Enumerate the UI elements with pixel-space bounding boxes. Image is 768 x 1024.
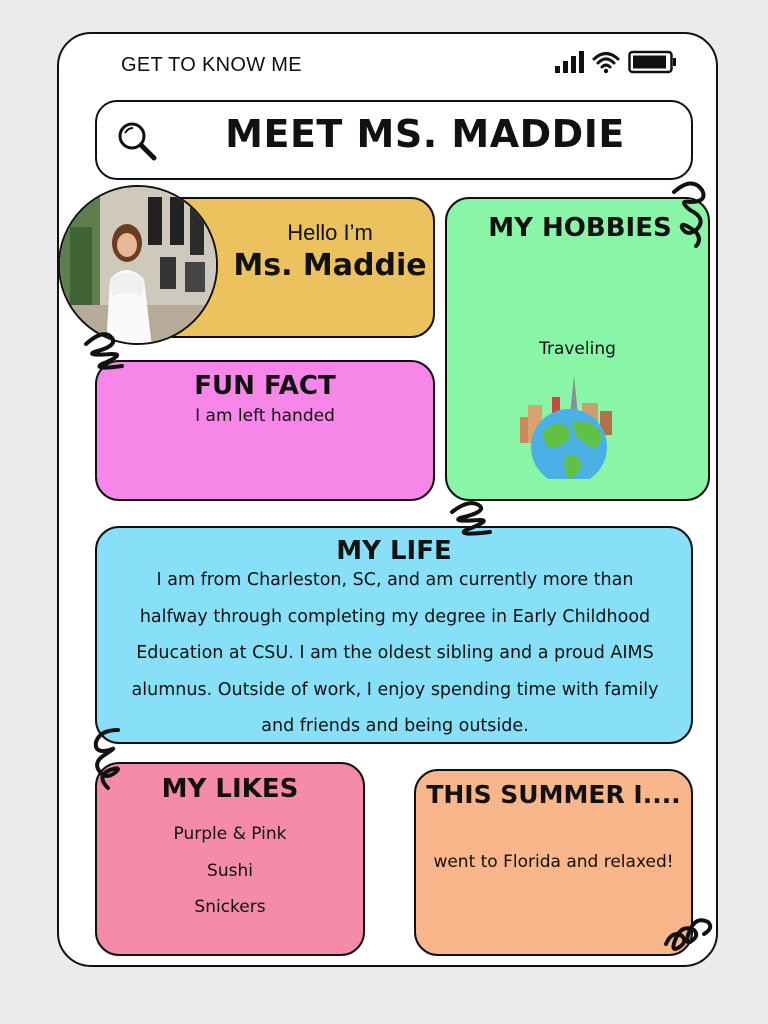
profile-photo xyxy=(58,185,218,345)
squiggle-decoration xyxy=(668,180,714,250)
hello-name: Ms. Maddie xyxy=(233,248,427,283)
hello-greeting: Hello I’m xyxy=(287,220,373,245)
battery-icon xyxy=(628,50,678,74)
my-life-line: Education at CSU. I am the oldest sibling and a proud AIMS xyxy=(136,643,654,663)
signal-bars-icon xyxy=(554,50,586,74)
list-item: Purple & Pink xyxy=(173,824,287,844)
squiggle-decoration xyxy=(86,726,130,792)
hobbies-item: Traveling xyxy=(539,339,616,359)
hobbies-heading: MY HOBBIES xyxy=(488,213,672,243)
wifi-icon xyxy=(592,50,620,74)
search-icon[interactable] xyxy=(116,120,158,162)
my-life-line: alumnus. Outside of work, I enjoy spending time with family xyxy=(131,679,659,700)
my-likes-list xyxy=(95,824,365,934)
my-life-line: and friends and being outside. xyxy=(261,716,529,736)
summer-heading: THIS SUMMER I.... xyxy=(426,780,681,809)
fun-fact-heading: FUN FACT xyxy=(194,371,336,401)
squiggle-decoration xyxy=(446,500,498,540)
globe-landmarks-icon xyxy=(516,375,622,479)
my-life-heading: MY LIFE xyxy=(336,536,452,566)
list-item: Snickers xyxy=(194,897,266,917)
squiggle-decoration xyxy=(662,908,718,958)
my-life-line: I am from Charleston, SC, and am currently more than xyxy=(156,570,634,590)
squiggle-decoration xyxy=(82,330,132,374)
summer-text: went to Florida and relaxed! xyxy=(433,852,674,872)
list-item: Sushi xyxy=(207,860,253,881)
page-title: MEET MS. MADDIE xyxy=(225,112,625,156)
my-likes-heading: MY LIKES xyxy=(161,774,299,804)
my-life-line: halfway through completing my degree in Early Childhood xyxy=(139,606,651,627)
status-bar-title: GET TO KNOW ME xyxy=(121,54,302,76)
fun-fact-text: I am left handed xyxy=(195,406,335,426)
my-life-paragraph xyxy=(110,562,680,745)
